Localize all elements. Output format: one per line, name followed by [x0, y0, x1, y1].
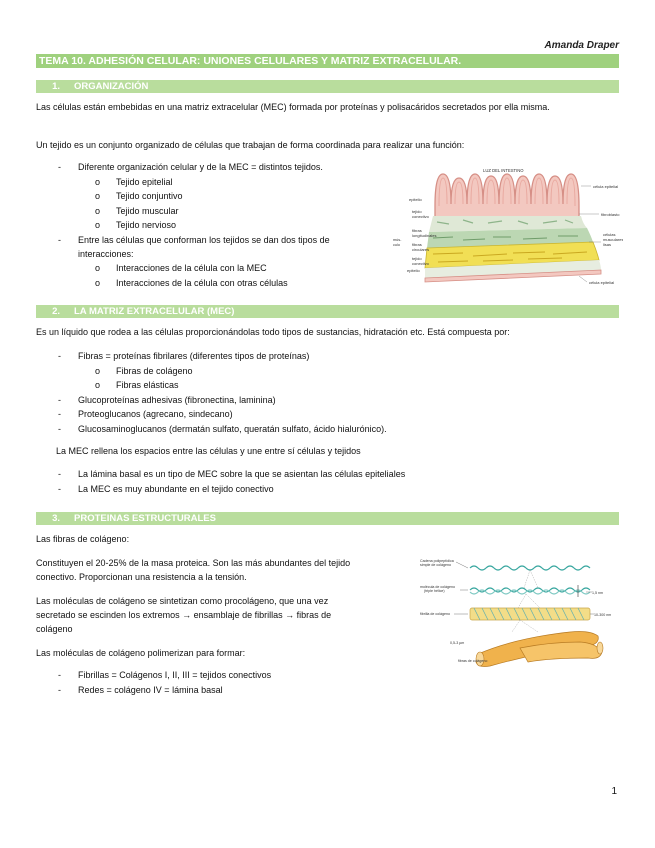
figure-label: epitelio	[409, 197, 422, 202]
figure-label: simple de colágeno	[420, 563, 451, 567]
section-3-p3-line1: Las moléculas de colágeno se sintetizan como procolágeno, que una vez	[36, 596, 329, 606]
figure-label: fibras	[412, 242, 422, 247]
intestine-tissue-figure	[393, 166, 623, 288]
figure1-top-label: LUZ DEL INTESTINO	[483, 168, 524, 173]
section-3-p2-line1: Constituyen el 20-25% de la masa proteica. Son las más abundantes del tejido	[36, 558, 351, 568]
section-2-intro: Es un líquido que rodea a las células proporcionándolas todo tipos de sustancias, hidratación etc. Está compuesta por:	[36, 327, 510, 337]
figure-label: molécula de colágeno	[420, 585, 455, 589]
section-1-number: 1.	[52, 81, 60, 92]
section-1-title: ORGANIZACIÓN	[74, 81, 149, 92]
figure-label: célula epitelial	[593, 184, 619, 189]
figure-label: fibroblasto	[601, 212, 620, 217]
section-3-p2-line2: conectivo. Proporcionan una resistencia a la tensión.	[36, 572, 247, 582]
section-2-para2: La MEC rellena los espacios entre las células y une entre sí células y tejidos	[56, 446, 361, 456]
section-3-header	[36, 512, 619, 525]
section-1-header	[36, 80, 619, 93]
figure-label: conectivo	[412, 214, 429, 219]
figure-label: tejido	[412, 209, 422, 214]
figure-label: fibrilla de colágeno	[420, 612, 450, 616]
page-number: 1	[611, 786, 617, 797]
figure-label: longitudinales	[412, 233, 437, 238]
figure-label: lisas	[603, 242, 612, 247]
figure-label: fibras	[412, 228, 422, 233]
section-1-intro: Las células están embebidas en una matriz extracelular (MEC) formada por proteínas y polisacáridos secretados por ella misma.	[36, 102, 550, 112]
section-2-header	[36, 305, 619, 318]
figure-label: epitelio	[407, 268, 420, 273]
section-3-p4: Las moléculas de colágeno polimerizan para formar:	[36, 648, 246, 658]
section-3-p3-line2: secretado se escinden los extremos → ensamblaje de fibrillas → fibras de	[36, 610, 332, 620]
section-2-number: 2.	[52, 306, 60, 317]
figure-label: fibras de colágeno	[458, 659, 488, 663]
figure-label: células	[603, 232, 616, 237]
section-3-title: PROTEINAS ESTRUCTURALES	[74, 513, 216, 524]
figure-label: mús-	[393, 238, 402, 242]
document-title: TEMA 10. ADHESIÓN CELULAR: UNIONES CELULARES Y MATRIZ EXTRACELULAR.	[36, 54, 619, 68]
figure-label: culo	[393, 243, 400, 247]
collagen-assembly-figure	[420, 552, 620, 677]
section-3-number: 3.	[52, 513, 60, 524]
figure-label: 1,5 nm	[592, 591, 603, 595]
figure-label: célula epitelial	[589, 280, 615, 285]
section-1-para2: Un tejido es un conjunto organizado de células que trabajan de forma coordinada para realizar una función:	[36, 140, 465, 150]
section-3-p1: Las fibras de colágeno:	[36, 534, 130, 544]
figure-label: circulares	[412, 247, 430, 252]
section-2-title: LA MATRIZ EXTRACELULAR (MEC)	[74, 306, 235, 317]
author-name: Amanda Draper	[544, 40, 619, 51]
figure-label: (triple hélice)	[424, 589, 445, 593]
figure-label: musculares	[603, 237, 623, 242]
figure-label: 10-300 nm	[594, 613, 612, 617]
figure-label: tejido	[412, 256, 422, 261]
figure-label: 0,5-3 µm	[450, 641, 465, 645]
figure-label: conectivo	[412, 261, 429, 266]
section-3-p3-line3: colágeno	[36, 624, 73, 634]
figure-label: Cadena polipeptídica	[420, 559, 454, 563]
